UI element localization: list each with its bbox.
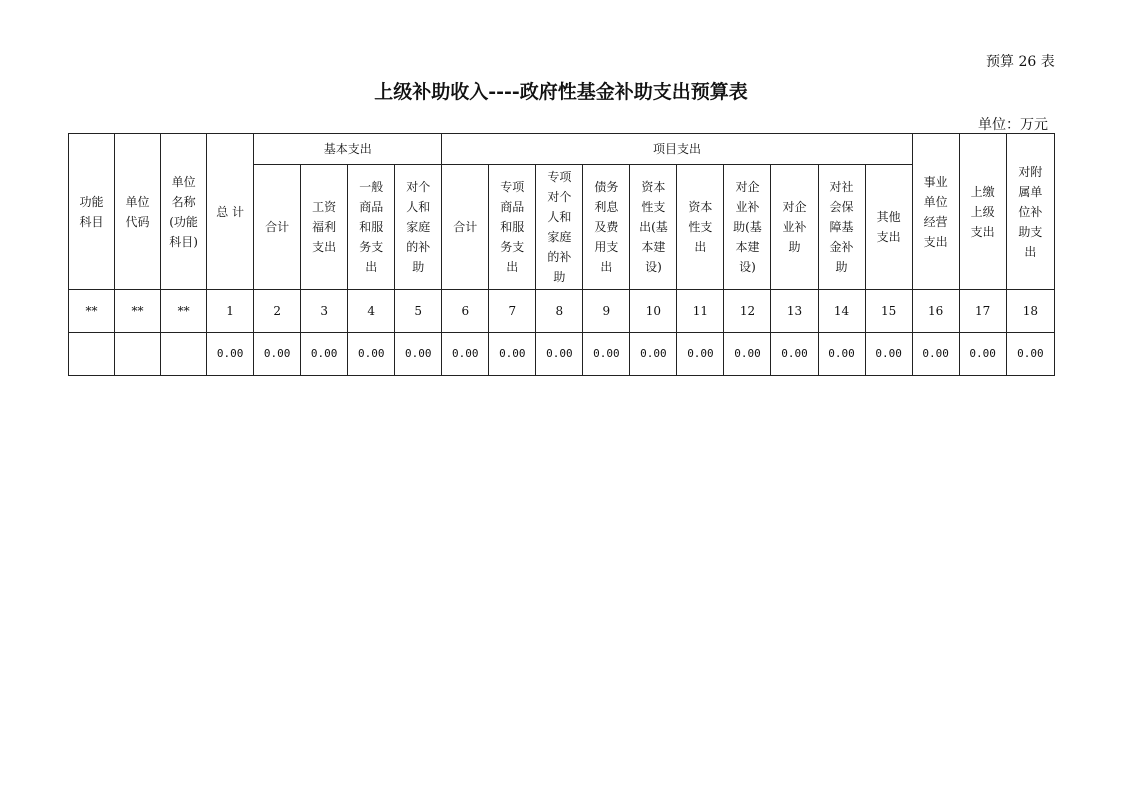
table-cell: 0.00	[348, 333, 395, 376]
header-project-total: 合计	[442, 165, 489, 290]
table-cell: 0.00	[489, 333, 536, 376]
table-cell: 12	[724, 290, 771, 333]
header-basic-group: 基本支出	[254, 134, 442, 165]
table-cell: **	[69, 290, 115, 333]
header-basic-household: 对个 人和 家庭 的补 助	[395, 165, 442, 290]
table-cell: 0.00	[207, 333, 254, 376]
table-row	[69, 333, 1055, 376]
unit-label: 单位：万元	[978, 117, 1048, 133]
table-cell: 0.00	[959, 333, 1006, 376]
header-project-debt: 债务 利息 及费 用支 出	[583, 165, 630, 290]
table-cell: 0.00	[1006, 333, 1054, 376]
header-basic-wages: 工资 福利 支出	[301, 165, 348, 290]
table-cell: 0.00	[301, 333, 348, 376]
header-project-capital: 资本 性支 出	[677, 165, 724, 290]
table-cell: 6	[442, 290, 489, 333]
table-cell: 0.00	[771, 333, 818, 376]
table-cell: **	[115, 290, 161, 333]
header-func-subject: 功能 科目	[69, 134, 115, 290]
table-cell: 0.00	[442, 333, 489, 376]
header-upper-pay: 上缴 上级 支出	[959, 134, 1006, 290]
table-cell: 13	[771, 290, 818, 333]
header-total: 总 计	[207, 134, 254, 290]
page-title: 上级补助收入----政府性基金补助支出预算表	[374, 81, 748, 103]
table-cell: 0.00	[583, 333, 630, 376]
header-subsidiary: 对附 属单 位补 助支 出	[1006, 134, 1054, 290]
table-cell: 0.00	[395, 333, 442, 376]
table-cell: 7	[489, 290, 536, 333]
table-cell: 0.00	[630, 333, 677, 376]
table-cell: 17	[959, 290, 1006, 333]
table-cell: 9	[583, 290, 630, 333]
table-cell: 0.00	[912, 333, 959, 376]
table-cell: 14	[818, 290, 865, 333]
table-cell: 2	[254, 290, 301, 333]
header-project-social-security: 对社 会保 障基 金补 助	[818, 165, 865, 290]
table-cell	[69, 333, 115, 376]
table-cell: 1	[207, 290, 254, 333]
header-basic-goods: 一般 商品 和服 务支 出	[348, 165, 395, 290]
table-cell: 5	[395, 290, 442, 333]
table-cell	[161, 333, 207, 376]
table-cell: 16	[912, 290, 959, 333]
header-project-capital-construction: 资本 性支 出(基 本建 设)	[630, 165, 677, 290]
header-unit-code: 单位 代码	[115, 134, 161, 290]
table-cell: 10	[630, 290, 677, 333]
header-basic-total: 合计	[254, 165, 301, 290]
header-project-enterprise-construction: 对企 业补 助(基 本建 设)	[724, 165, 771, 290]
table-cell: 11	[677, 290, 724, 333]
budget-table	[68, 133, 1055, 376]
header-project-group: 项目支出	[442, 134, 912, 165]
table-cell: 18	[1006, 290, 1054, 333]
table-cell: 0.00	[818, 333, 865, 376]
table-cell	[115, 333, 161, 376]
table-number: 预算 26 表	[986, 54, 1055, 70]
header-project-other: 其他 支出	[865, 165, 912, 290]
header-unit-name: 单位 名称 (功能 科目)	[161, 134, 207, 290]
header-biz-ops: 事业 单位 经营 支出	[912, 134, 959, 290]
table-cell: 8	[536, 290, 583, 333]
table-cell: 0.00	[865, 333, 912, 376]
table-cell: 0.00	[677, 333, 724, 376]
table-cell: 3	[301, 290, 348, 333]
table-cell: **	[161, 290, 207, 333]
table-cell: 0.00	[254, 333, 301, 376]
table-cell: 4	[348, 290, 395, 333]
table-cell: 0.00	[536, 333, 583, 376]
header-project-goods: 专项 商品 和服 务支 出	[489, 165, 536, 290]
table-cell: 15	[865, 290, 912, 333]
column-number-row	[69, 290, 1055, 333]
header-project-household: 专项 对个 人和 家庭 的补 助	[536, 165, 583, 290]
table-cell: 0.00	[724, 333, 771, 376]
header-project-enterprise: 对企 业补 助	[771, 165, 818, 290]
